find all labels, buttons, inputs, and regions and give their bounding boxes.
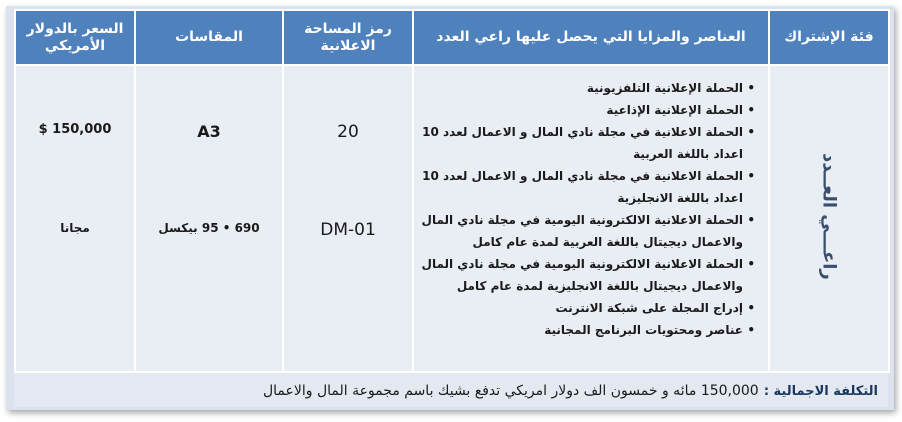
category-cell <box>769 65 889 372</box>
size-cell <box>135 65 283 372</box>
price-value-bottom: مجانا <box>60 221 90 235</box>
header-category: فئة الإشتراك <box>769 10 889 65</box>
list-item: • الحملة الاعلانية الالكترونية اليومية في مجلة نادي المال والاعمال ديجيتال باللغة العربية لمدة عام كامل <box>421 209 755 253</box>
list-item: • عناصر ومحتويات البرنامج المجانية <box>421 319 755 341</box>
header-code: رمز المساحة الاعلانية <box>283 10 413 65</box>
header-size: المقاسات <box>135 10 283 65</box>
header-price: السعر بالدولار الأمريكي <box>15 10 135 65</box>
size-value-top: A3 <box>197 122 221 141</box>
category-label: راعـــي العــدد <box>818 153 840 280</box>
size-value-bottom: 690 • 95 بيكسل <box>158 221 260 235</box>
total-cost-bar <box>14 371 888 407</box>
list-item: • الحملة الاعلانية الالكترونية اليومية في مجلة نادي المال والاعمال ديجيتال باللغة الانجليزية لمدة عام كامل <box>421 253 755 297</box>
code-cell <box>283 65 413 372</box>
price-value-top: $ 150,000 <box>38 122 112 137</box>
list-item: • إدراج المجلة على شبكة الانترنت <box>421 297 755 319</box>
list-item: • الحملة الإعلانية التلفزيونية <box>421 77 755 99</box>
list-item: • الحملة الاعلانية في مجلة نادي المال و الاعمال لعدد 10 اعداد باللغة الانجليزية <box>421 165 755 209</box>
table-row <box>15 65 889 372</box>
total-cost-text: 150,000 مائه و خمسون الف دولار امريكي تدفع بشيك باسم مجموعة المال والاعمال <box>262 383 759 399</box>
list-item: • الحملة الاعلانية في مجلة نادي المال و الاعمال لعدد 10 اعداد باللغة العربية <box>421 121 755 165</box>
sponsorship-table <box>14 9 890 373</box>
header-benefits: العناصر والمزايا التي يحصل عليها راعي العدد <box>413 10 769 65</box>
list-item: • الحملة الإعلانية الإذاعية <box>421 99 755 121</box>
price-cell <box>15 65 135 372</box>
benefits-list <box>415 67 767 345</box>
code-value-bottom: DM-01 <box>320 220 376 240</box>
table-header-row <box>15 10 889 65</box>
total-cost-label: التكلفة الاجمالية : <box>763 384 878 399</box>
code-value-top: 20 <box>337 122 359 142</box>
benefits-cell <box>413 65 769 372</box>
